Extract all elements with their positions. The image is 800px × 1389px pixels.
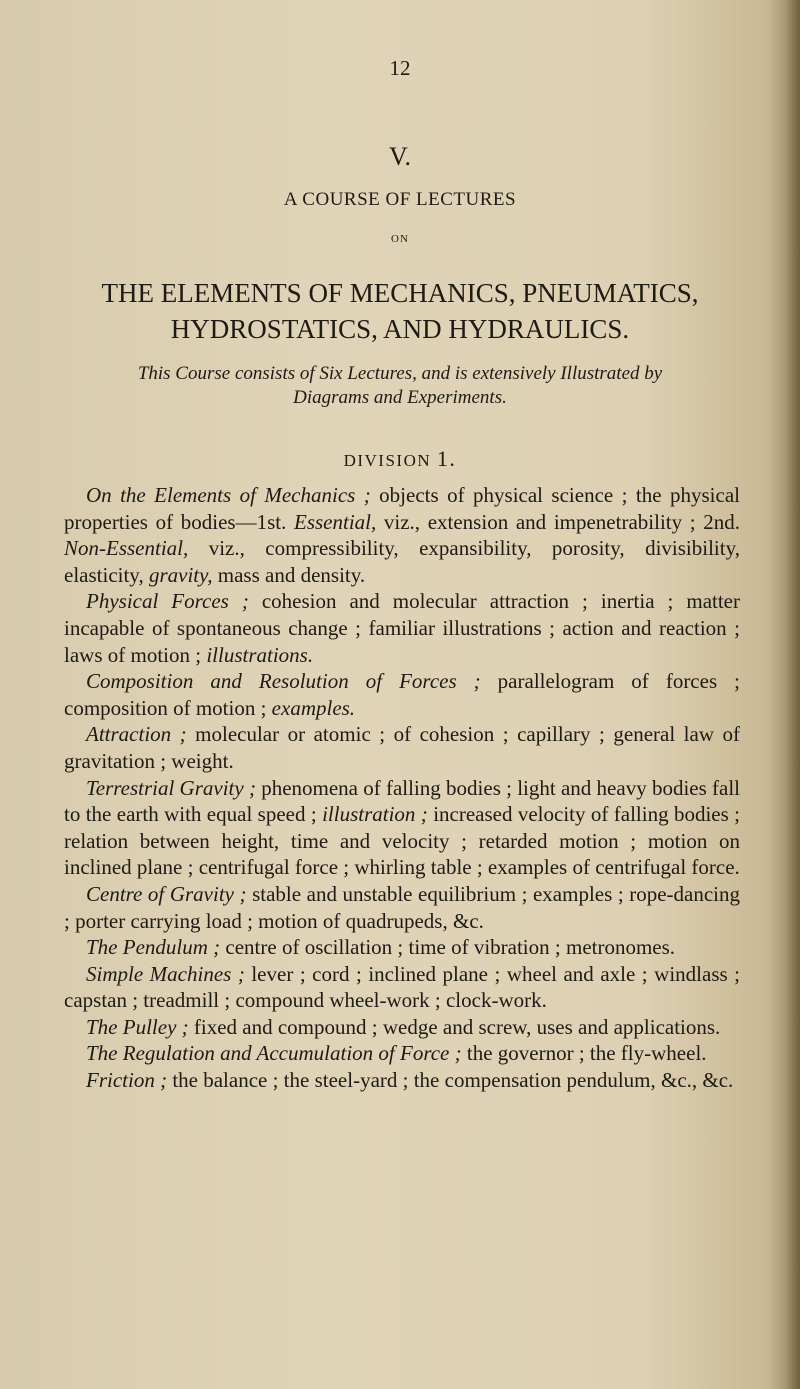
division-number: 1. — [436, 446, 457, 471]
topic-text: parallelogram of forces ; composition of motion ; — [64, 669, 740, 720]
syllabus-paragraph — [64, 1067, 740, 1094]
topic-heading: The Pendulum ; — [86, 935, 221, 960]
syllabus-paragraph — [64, 1014, 740, 1041]
division-label: DIVISION — [343, 451, 432, 470]
syllabus-paragraph — [64, 1040, 740, 1067]
syllabus-paragraph — [64, 588, 740, 668]
on-word: ON — [391, 233, 409, 245]
topic-heading: Essential, — [294, 509, 377, 534]
topic-heading: Attraction ; — [86, 722, 187, 747]
subtitle-line-1: This Course consists of Six Lectures, and is extensively Illustrated by — [137, 363, 663, 384]
syllabus-paragraph — [64, 961, 740, 1014]
topic-heading: Friction ; — [86, 1068, 168, 1093]
topic-text: fixed and compound ; wedge and screw, uses and applications. — [188, 1014, 721, 1039]
syllabus-paragraph — [64, 934, 740, 961]
topic-heading: gravity, — [148, 562, 213, 587]
section-numeral: V. — [389, 142, 411, 171]
syllabus-paragraph — [64, 881, 740, 934]
title-line-2: HYDROSTATICS, AND HYDRAULICS. — [170, 314, 630, 344]
topic-text: the governor ; the fly-wheel. — [461, 1041, 707, 1066]
topic-text: phenomena of falling bodies ; light and heavy bodies fall to the earth with equal speed ; — [64, 775, 740, 827]
topic-heading: The Regulation and Accumulation of Force ; — [86, 1041, 462, 1066]
topic-heading: Physical Forces ; — [86, 589, 249, 614]
lecture-title — [60, 275, 740, 347]
course-heading: A COURSE OF LECTURES — [283, 189, 517, 210]
topic-text: the balance ; the steel-yard ; the compensation pendulum, &c., &c. — [167, 1068, 734, 1093]
topic-heading: The Pulley ; — [86, 1014, 189, 1039]
topic-heading: illustrations. — [206, 642, 314, 667]
syllabus-body — [64, 482, 740, 1094]
topic-text: cohesion and molecular attraction ; inertia ; matter incapable of spontaneous change ; familiar illustrations ; action and reaction ; laws of motion ; — [64, 589, 740, 667]
topic-heading: Simple Machines ; — [86, 961, 245, 986]
topic-text: viz., compressibility, expansibility, porosity, divisibility, elasticity, — [64, 536, 740, 587]
topic-text: centre of oscillation ; time of vibration ; metronomes. — [220, 935, 676, 960]
topic-heading: examples. — [271, 695, 356, 720]
topic-text: viz., extension and impenetrability ; 2nd. — [376, 509, 740, 534]
topic-text: increased velocity of falling bodies ; relation between height, time and velocity ; retarded motion ; motion on inclined plane ; centrifugal force ; whirling table ; examples of centrifugal force. — [64, 802, 740, 880]
topic-text: mass and density. — [212, 562, 366, 587]
syllabus-paragraph — [64, 721, 740, 774]
course-description — [100, 362, 700, 410]
page-number: 12 — [389, 56, 411, 80]
title-line-1: THE ELEMENTS OF MECHANICS, PNEUMATICS, — [101, 278, 699, 308]
topic-text: stable and unstable equilibrium ; examples ; rope-dancing ; porter carrying load ; motion of quadrupeds, &c. — [64, 881, 741, 933]
topic-text: molecular or atomic ; of cohesion ; capillary ; general law of gravitation ; weight. — [64, 722, 740, 773]
topic-heading: Composition and Resolution of Forces ; — [86, 669, 481, 694]
topic-heading: Non-Essential, — [64, 536, 189, 561]
syllabus-paragraph — [64, 482, 740, 588]
syllabus-paragraph — [64, 668, 740, 721]
topic-text: lever ; cord ; inclined plane ; wheel and axle ; windlass ; capstan ; treadmill ; compound wheel-work ; clock-work. — [64, 961, 741, 1013]
division-heading — [0, 446, 800, 472]
topic-heading: Centre of Gravity ; — [86, 881, 247, 906]
topic-heading: Terrestrial Gravity ; — [86, 775, 256, 800]
subtitle-line-2: Diagrams and Experiments. — [293, 387, 507, 408]
topic-heading: illustration ; — [322, 802, 428, 827]
syllabus-paragraph — [64, 775, 740, 881]
topic-heading: On the Elements of Mechanics ; — [86, 483, 371, 507]
topic-text: objects of physical science ; the physical properties of bodies—1st. — [64, 483, 740, 534]
